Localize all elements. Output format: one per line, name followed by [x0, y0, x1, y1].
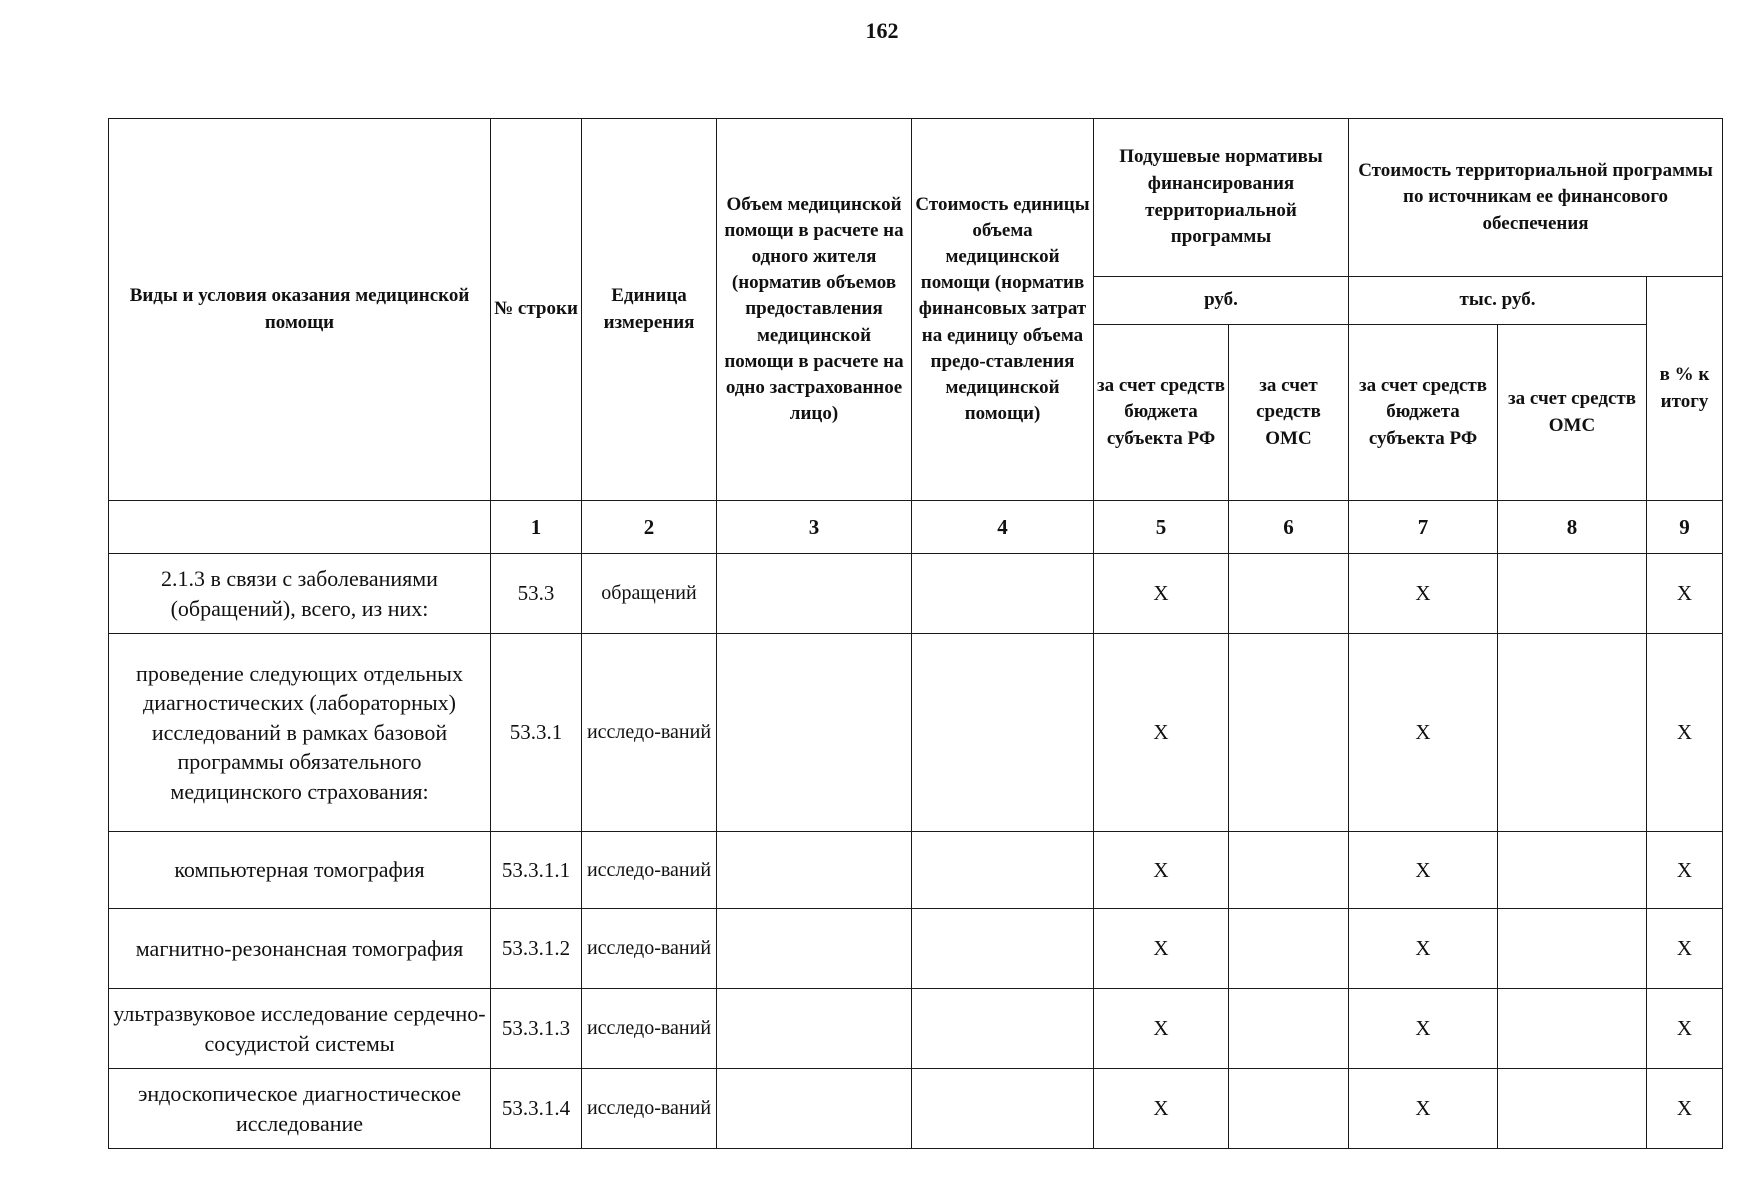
table-body — [109, 554, 1723, 1149]
cell-cost-budget: X — [1349, 1069, 1498, 1149]
table-row — [109, 634, 1723, 832]
cell-unit-cost — [912, 634, 1094, 832]
cell-cost-oms — [1498, 634, 1647, 832]
cell-per-capita-budget: X — [1094, 832, 1229, 909]
cell-cost-budget: X — [1349, 909, 1498, 989]
row-name: 2.1.3 в связи с заболеваниями (обращений), всего, из них: — [109, 554, 491, 634]
row-number: 53.3 — [491, 554, 582, 634]
cell-percent: X — [1647, 554, 1723, 634]
column-number: 5 — [1094, 501, 1229, 554]
row-unit: исследо-ваний — [582, 634, 717, 832]
cell-percent: X — [1647, 832, 1723, 909]
cell-unit-cost — [912, 989, 1094, 1069]
column-number: 7 — [1349, 501, 1498, 554]
cell-volume — [717, 909, 912, 989]
cell-volume — [717, 554, 912, 634]
cell-per-capita-oms — [1229, 909, 1349, 989]
page-number: 162 — [865, 18, 899, 43]
cell-volume — [717, 634, 912, 832]
table-row — [109, 832, 1723, 909]
header-budget-rf-2: за счет средств бюджета субъекта РФ — [1349, 325, 1498, 501]
cell-per-capita-oms — [1229, 832, 1349, 909]
header-percent: в % к итогу — [1647, 277, 1723, 501]
cell-per-capita-budget: X — [1094, 554, 1229, 634]
header-oms: за счет средств ОМС — [1229, 325, 1349, 501]
table-row — [109, 1069, 1723, 1149]
column-number: 9 — [1647, 501, 1723, 554]
row-name: компьютерная томография — [109, 832, 491, 909]
header-program-cost: Стоимость территориальной программы по источникам ее финансового обеспечения — [1349, 119, 1723, 277]
row-number: 53.3.1 — [491, 634, 582, 832]
cell-cost-oms — [1498, 554, 1647, 634]
cell-cost-budget: X — [1349, 554, 1498, 634]
cell-per-capita-oms — [1229, 634, 1349, 832]
row-name: ультразвуковое исследование сердечно-сосудистой системы — [109, 989, 491, 1069]
row-unit: исследо-ваний — [582, 1069, 717, 1149]
cell-cost-budget: X — [1349, 989, 1498, 1069]
cell-percent: X — [1647, 989, 1723, 1069]
cell-volume — [717, 1069, 912, 1149]
row-number: 53.3.1.4 — [491, 1069, 582, 1149]
header-unit-cost: Стоимость единицы объема медицинской помощи (норматив финансовых затрат на единицу объема предо-ставления медицинской помощи) — [912, 119, 1094, 501]
cell-per-capita-oms — [1229, 554, 1349, 634]
row-number: 53.3.1.2 — [491, 909, 582, 989]
row-unit: исследо-ваний — [582, 909, 717, 989]
column-number: 2 — [582, 501, 717, 554]
cell-cost-oms — [1498, 832, 1647, 909]
cell-percent: X — [1647, 634, 1723, 832]
cell-cost-oms — [1498, 909, 1647, 989]
header-unit: Единица измерения — [582, 119, 717, 501]
cell-per-capita-oms — [1229, 989, 1349, 1069]
header-row-number: № строки — [491, 119, 582, 501]
row-name: эндоскопическое диагностическое исследование — [109, 1069, 491, 1149]
cell-per-capita-oms — [1229, 1069, 1349, 1149]
cell-percent: X — [1647, 1069, 1723, 1149]
column-number: 8 — [1498, 501, 1647, 554]
header-oms-2: за счет средств ОМС — [1498, 325, 1647, 501]
cell-volume — [717, 989, 912, 1069]
cell-per-capita-budget: X — [1094, 909, 1229, 989]
cell-unit-cost — [912, 1069, 1094, 1149]
cell-unit-cost — [912, 832, 1094, 909]
cell-cost-oms — [1498, 989, 1647, 1069]
row-number: 53.3.1.3 — [491, 989, 582, 1069]
cell-cost-budget: X — [1349, 832, 1498, 909]
cell-cost-budget: X — [1349, 634, 1498, 832]
table-header — [109, 119, 1723, 554]
row-name: магнитно-резонансная томография — [109, 909, 491, 989]
table-row — [109, 989, 1723, 1069]
header-per-capita: Подушевые нормативы финансирования территориальной программы — [1094, 119, 1349, 277]
header-rub: руб. — [1094, 277, 1349, 325]
cell-unit-cost — [912, 554, 1094, 634]
column-number: 3 — [717, 501, 912, 554]
header-kinds: Виды и условия оказания медицинской помощи — [109, 119, 491, 501]
row-name: проведение следующих отдельных диагностических (лабораторных) исследований в рамках базовой программы обязательного медицинского страхования: — [109, 634, 491, 832]
column-number: 6 — [1229, 501, 1349, 554]
cell-per-capita-budget: X — [1094, 989, 1229, 1069]
column-number-row — [109, 501, 1723, 554]
table-row — [109, 554, 1723, 634]
column-number — [109, 501, 491, 554]
header-volume: Объем медицинской помощи в расчете на одного жителя (норматив объемов предоставления медицинской помощи в расчете на одно застрахованное лицо) — [717, 119, 912, 501]
row-unit: обращений — [582, 554, 717, 634]
cell-per-capita-budget: X — [1094, 634, 1229, 832]
column-number: 4 — [912, 501, 1094, 554]
header-thous-rub: тыс. руб. — [1349, 277, 1647, 325]
row-unit: исследо-ваний — [582, 989, 717, 1069]
financing-table — [108, 118, 1723, 1149]
row-unit: исследо-ваний — [582, 832, 717, 909]
cell-cost-oms — [1498, 1069, 1647, 1149]
cell-percent: X — [1647, 909, 1723, 989]
header-budget-rf: за счет средств бюджета субъекта РФ — [1094, 325, 1229, 501]
cell-per-capita-budget: X — [1094, 1069, 1229, 1149]
cell-unit-cost — [912, 909, 1094, 989]
row-number: 53.3.1.1 — [491, 832, 582, 909]
table-row — [109, 909, 1723, 989]
column-number: 1 — [491, 501, 582, 554]
cell-volume — [717, 832, 912, 909]
